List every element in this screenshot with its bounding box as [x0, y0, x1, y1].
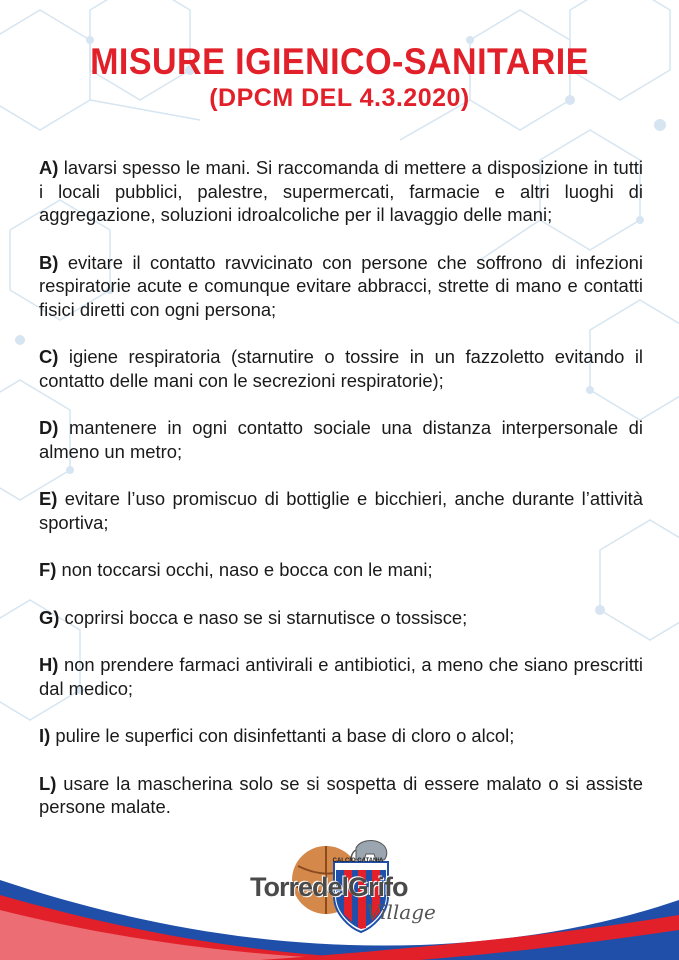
- rule-text: igiene respiratoria (starnutire o tossire in un fazzoletto evitando il contatto delle mani con le secrezioni respiratorie);: [39, 346, 643, 391]
- header: [0, 40, 679, 112]
- rule-text: non toccarsi occhi, naso e bocca con le mani;: [56, 559, 433, 580]
- rule-f: [39, 558, 643, 582]
- rule-text: coprirsi bocca e naso se si starnutisce o tossisce;: [59, 606, 468, 628]
- rule-b: [39, 251, 643, 322]
- rule-text: evitare l’uso promiscuo di bottiglie e bicchieri, anche durante l’attività sportiva;: [39, 488, 643, 533]
- rule-l: [39, 772, 643, 819]
- rule-letter: E): [39, 488, 58, 509]
- rule-letter: G): [39, 606, 60, 628]
- rule-letter: I): [39, 725, 51, 746]
- rule-text: mantenere in ogni contatto sociale una distanza interpersonale di almeno un metro;: [39, 417, 643, 462]
- rule-letter: F): [39, 559, 57, 580]
- rule-letter: C): [39, 346, 59, 367]
- rule-letter: H): [39, 654, 59, 675]
- rule-h: [39, 653, 643, 700]
- rule-letter: B): [39, 251, 59, 273]
- rule-letter: D): [39, 417, 59, 438]
- rule-text: non prendere farmaci antivirali e antibiotici, a meno che siano prescritti dal medico;: [39, 654, 643, 699]
- rule-e: [39, 487, 643, 534]
- rules-list: [39, 156, 643, 843]
- rule-d: [39, 416, 643, 463]
- rule-i: [39, 724, 643, 748]
- logo-badge-text: CALCIO CATANIA: [332, 858, 384, 864]
- rule-text: evitare il contatto ravvicinato con persone che soffrono di infezioni respiratorie acute e comunque evitare abbracci, strette di mano e contatti fisici diretti con ogni persona;: [39, 251, 643, 320]
- rule-a: [39, 156, 643, 227]
- page-title: MISURE IGIENICO-SANITARIE: [90, 41, 589, 82]
- logo-main-text: TorredelGrifo: [250, 872, 408, 902]
- rule-text: usare la mascherina solo se si sospetta di essere malato o si assiste persone malate.: [39, 772, 643, 817]
- rule-letter: A): [39, 157, 59, 178]
- rule-c: [39, 345, 643, 392]
- rule-letter: L): [39, 772, 57, 794]
- rule-text: pulire le superfici con disinfettanti a base di cloro o alcol;: [50, 725, 515, 746]
- club-logo: [248, 836, 438, 936]
- page-subtitle: (DPCM DEL 4.3.2020): [209, 84, 470, 112]
- logo-sub-text: Village: [366, 900, 436, 924]
- rule-g: [39, 606, 643, 630]
- rule-text: lavarsi spesso le mani. Si raccomanda di mettere a disposizione in tutti i locali pubblici, palestre, supermercati, farmacie e altri luoghi di aggregazione, soluzioni idroalcoliche per il lavaggio delle mani;: [39, 157, 643, 225]
